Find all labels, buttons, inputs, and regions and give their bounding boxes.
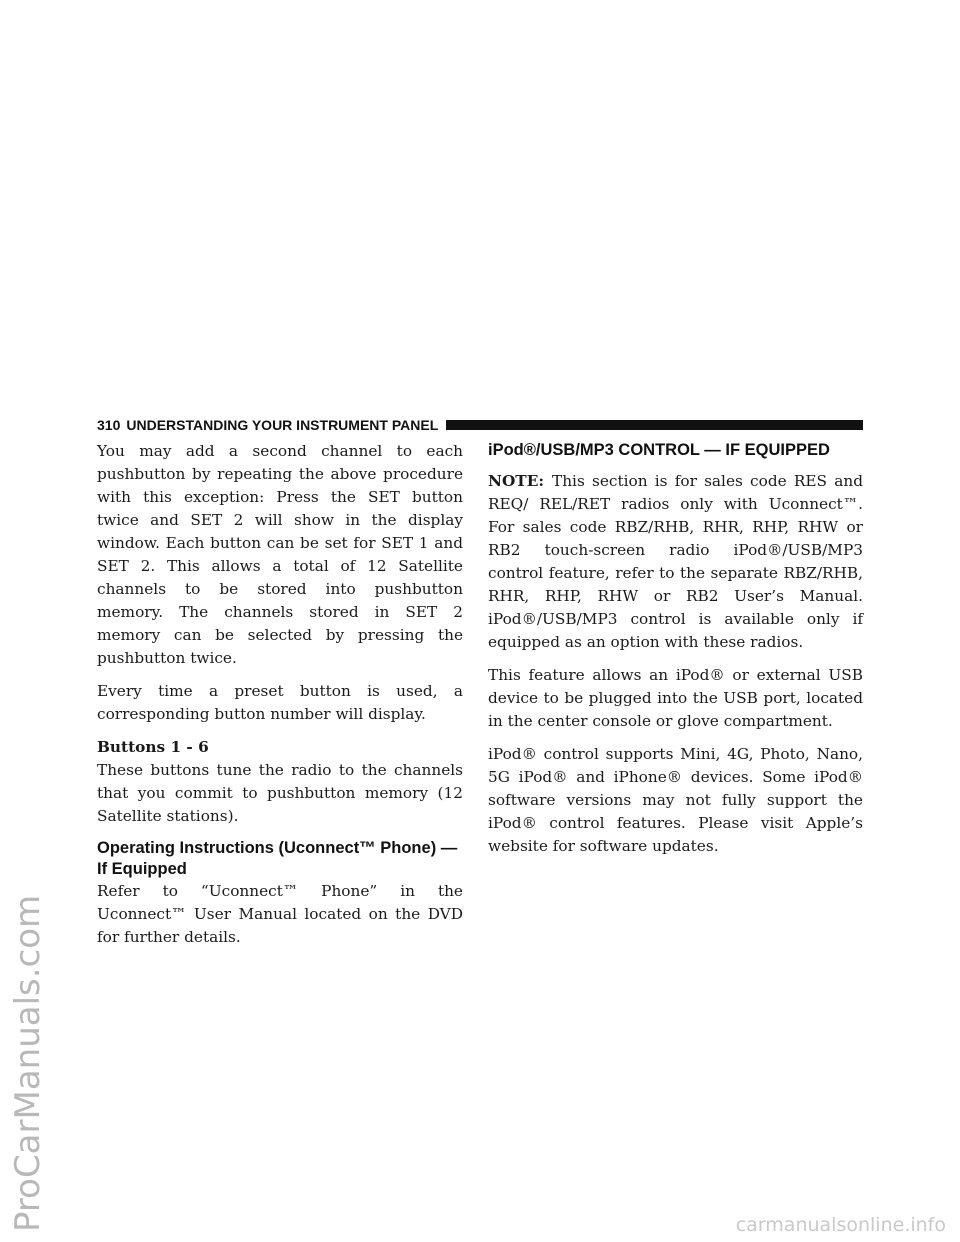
buttons-heading: Buttons 1 - 6	[97, 738, 209, 756]
left-column	[97, 440, 463, 959]
note-text: This section is for sales code RES and REQ/ REL/RET radios only with Uconnect™. For sales code RBZ/RHB, RHR, RHP, RHW or RB2 touch-screen radio iPod®/USB/MP3 control feature, refer to the separate RBZ/RHB, RHR, RHP, RHW or RB2 User’s Manual. iPod®/USB/MP3 control is available only if equipped as an option with these radios.	[488, 472, 863, 651]
note-paragraph	[488, 470, 863, 654]
bottom-watermark: carmanualsonline.info	[735, 1214, 946, 1236]
page-header	[97, 417, 863, 433]
side-watermark: ProCarManuals.com	[8, 894, 48, 1232]
paragraph: Refer to “Uconnect™ Phone” in the Uconnect™ User Manual located on the DVD for further details.	[97, 882, 463, 946]
section-title: UNDERSTANDING YOUR INSTRUMENT PANEL	[126, 417, 439, 433]
page-number: 310	[97, 417, 121, 433]
paragraph: These buttons tune the radio to the channels that you commit to pushbutton memory (12 Satellite stations).	[97, 761, 463, 825]
paragraph: You may add a second channel to each pushbutton by repeating the above procedure with this exception: Press the SET button twice and SET 2 will show in the display window. Each button can be set for SET 1 and SET 2. This allows a total of 12 Satellite channels to be stored into pushbutton memory. The channels stored in SET 2 memory can be selected by pressing the pushbutton twice.	[97, 442, 463, 667]
paragraph: This feature allows an iPod® or external USB device to be plugged into the USB port, located in the center console or glove compartment.	[488, 666, 863, 730]
paragraph: Every time a preset button is used, a corresponding button number will display.	[97, 682, 463, 723]
header-rule	[446, 420, 863, 430]
right-column	[488, 440, 863, 868]
note-label: NOTE:	[488, 472, 544, 490]
uconnect-phone-heading: Operating Instructions (Uconnect™ Phone) — If Equipped	[97, 839, 458, 878]
ipod-usb-heading: iPod®/USB/MP3 CONTROL — IF EQUIPPED	[488, 441, 830, 459]
paragraph: iPod® control supports Mini, 4G, Photo, Nano, 5G iPod® and iPhone® devices. Some iPod® software versions may not fully support the iPod® control features. Please visit Apple’s website for software updates.	[488, 745, 863, 855]
